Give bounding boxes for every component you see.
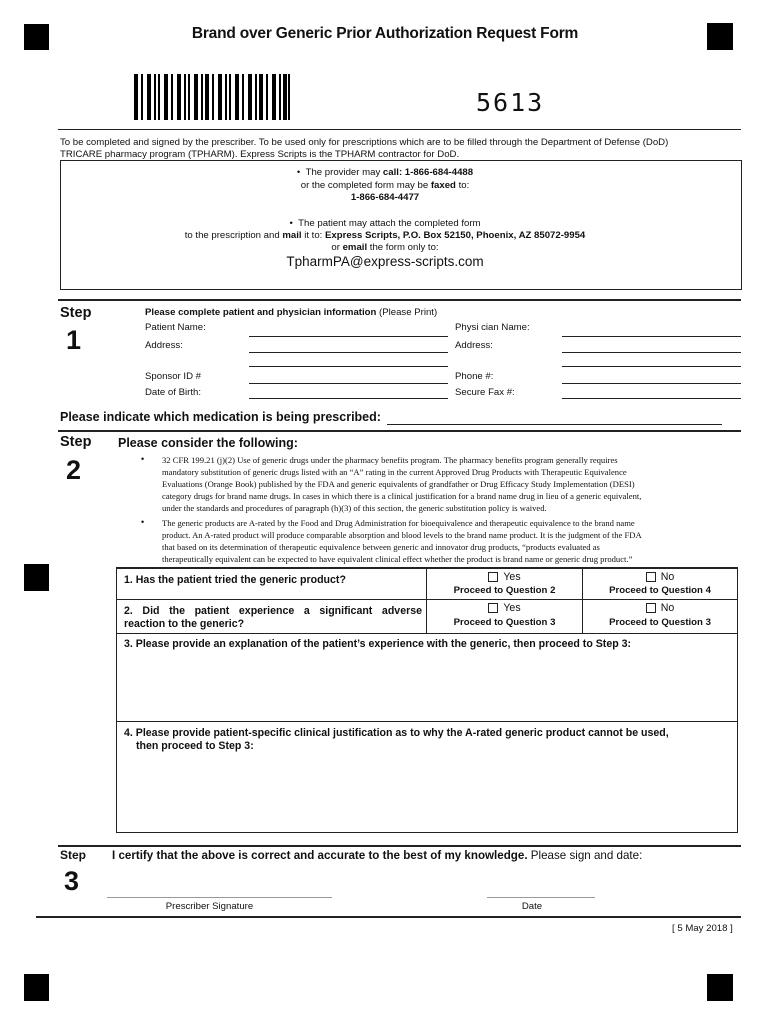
question-2: 2. Did the patient experience a significant adverse reaction to the generic?: [124, 605, 422, 630]
registration-mark-middle-left: [24, 564, 49, 591]
questions-right-border: [737, 567, 738, 833]
physician-address-label: Address:: [455, 340, 493, 351]
secure-fax-label: Secure Fax #:: [455, 387, 515, 398]
step1-number: 1: [66, 325, 82, 355]
bullet: •: [289, 218, 299, 229]
revision-date: [ 5 May 2018 ]: [672, 923, 733, 934]
q1-yes-checkbox[interactable]: [488, 572, 498, 582]
provider-call-line: • The provider may call: 1-866-684-4488: [296, 167, 474, 178]
q2-yes-option[interactable]: Yes: [427, 602, 582, 614]
bullet: •: [141, 517, 145, 527]
header-divider: [58, 129, 741, 130]
dob-field[interactable]: [249, 398, 448, 399]
fax-number: 1-866-684-4477: [350, 192, 420, 203]
date-field[interactable]: [487, 897, 595, 898]
patient-name-label: Patient Name:: [145, 322, 206, 333]
step2-divider: [58, 430, 741, 432]
step2-heading: Please consider the following:: [118, 436, 298, 450]
bullet: •: [296, 167, 306, 178]
form-title: Brand over Generic Prior Authorization Request Form: [191, 25, 579, 42]
physician-address-field-2[interactable]: [562, 366, 741, 367]
q3-answer-area[interactable]: [118, 652, 736, 720]
patient-name-field[interactable]: [249, 336, 448, 337]
secure-fax-field[interactable]: [562, 398, 741, 399]
fax-line: or the completed form may be faxed to:: [300, 180, 470, 191]
q4-bottom-border: [116, 832, 738, 833]
q1-no-option[interactable]: No: [583, 571, 737, 583]
dob-label: Date of Birth:: [145, 387, 201, 398]
step3-label: Step: [60, 848, 87, 862]
step2-label: Step: [60, 434, 92, 450]
questions-left-border: [116, 567, 117, 833]
intro-text: To be completed and signed by the prescriber. To be used only for prescriptions which are to be filled through the Department of Defense (DoD) TRICARE pharmacy program (TPHARM). Express Scripts is the TPHARM contractor for DoD.: [60, 137, 669, 160]
physician-name-field[interactable]: [562, 336, 741, 337]
signature-label: Prescriber Signature: [165, 901, 254, 912]
q2-no-checkbox[interactable]: [646, 603, 656, 613]
q2-no-proceed: Proceed to Question 3: [609, 617, 711, 628]
sponsor-id-label: Sponsor ID #: [145, 371, 201, 382]
barcode: [134, 74, 290, 120]
email-line: or email the form only to:: [331, 242, 439, 253]
date-label: Date: [521, 901, 543, 912]
patient-address-field-1[interactable]: [249, 352, 448, 353]
step1-label: Step: [60, 305, 92, 321]
cfr-paragraph: 32 CFR 199.21 (j)(2) Use of generic drugs under the pharmacy benefits program. The pharmacy benefits program generally requires mandatory substitution of generic drugs listed with an “A” rating in the current Approved Drug Products with Therapeutic Equivalence Evaluations (Orange Book) published by the FDA and generic equivalents of grandfather or Drug Efficacy Study Implementation (DESI) category drugs for brand name drugs. In cases in which there is a clinical justification for a brand name drug in lieu of a generic equivalent, under the standards and procedures of paragraph (h)(3) of this section, the generic substitution policy is waived.: [162, 455, 642, 514]
q1-yes-option[interactable]: Yes: [427, 571, 582, 583]
q1-no-proceed: Proceed to Question 4: [609, 585, 711, 596]
physician-address-field-1[interactable]: [562, 352, 741, 353]
question-4: 4. Please provide patient-specific clinical justification as to why the A-rated generic product cannot be used, then proceed to Step 3:: [124, 727, 669, 752]
q4-answer-area[interactable]: [118, 756, 736, 831]
bullet: •: [141, 454, 145, 464]
sponsor-id-field[interactable]: [249, 383, 448, 384]
email-address[interactable]: TpharmPA@express-scripts.com: [286, 254, 484, 269]
signature-field[interactable]: [107, 897, 332, 898]
registration-mark-bottom-left: [24, 974, 49, 1001]
mail-line: to the prescription and mail it to: Express Scripts, P.O. Box 52150, Phoenix, AZ 85072-9954: [184, 230, 586, 241]
phone-label: Phone #:: [455, 371, 494, 382]
phone-field[interactable]: [562, 383, 741, 384]
medication-field[interactable]: [387, 424, 722, 425]
certification-statement: I certify that the above is correct and accurate to the best of my knowledge. Please sign and date:: [112, 849, 643, 862]
physician-name-label: Physi cian Name:: [455, 322, 530, 333]
footer-divider: [36, 916, 741, 918]
patient-attach-line: • The patient may attach the completed form: [289, 218, 481, 229]
questions-top-border: [116, 567, 738, 569]
q2-yes-checkbox[interactable]: [488, 603, 498, 613]
step2-number: 2: [66, 455, 82, 485]
q1-no-checkbox[interactable]: [646, 572, 656, 582]
registration-mark-bottom-right: [707, 974, 733, 1001]
q1-bottom-border: [116, 599, 738, 600]
step1-heading: Please complete patient and physician information (Please Print): [145, 307, 438, 318]
step3-divider: [58, 845, 741, 847]
q2-no-option[interactable]: No: [583, 602, 737, 614]
arated-paragraph: The generic products are A-rated by the Food and Drug Administration for bioequivalence and therapeutic equivalence to the brand name product. An A-rated product will produce comparable absorption and blood levels to the brand name product. It is the judgment of the FDA that based on its determination of therapeutic equivalence between generic and innovator drug products, “products evaluated as therapeutically equivalent can be expected to have equivalent clinical effect whether the product is brand name or generic drug product.”: [162, 518, 642, 565]
step3-number: 3: [64, 866, 80, 896]
patient-address-field-2[interactable]: [249, 366, 448, 367]
form-code: 5613: [476, 88, 545, 117]
q1-yes-proceed: Proceed to Question 2: [453, 585, 556, 596]
q2-bottom-border: [116, 633, 738, 634]
q3-bottom-border: [116, 721, 738, 722]
question-1: 1. Has the patient tried the generic product?: [124, 574, 346, 586]
step1-divider: [58, 299, 741, 301]
question-3: 3. Please provide an explanation of the patient’s experience with the generic, then proceed to Step 3:: [124, 638, 632, 650]
patient-address-label: Address:: [145, 340, 183, 351]
q2-yes-proceed: Proceed to Question 3: [453, 617, 556, 628]
medication-label: Please indicate which medication is being prescribed:: [60, 410, 381, 424]
